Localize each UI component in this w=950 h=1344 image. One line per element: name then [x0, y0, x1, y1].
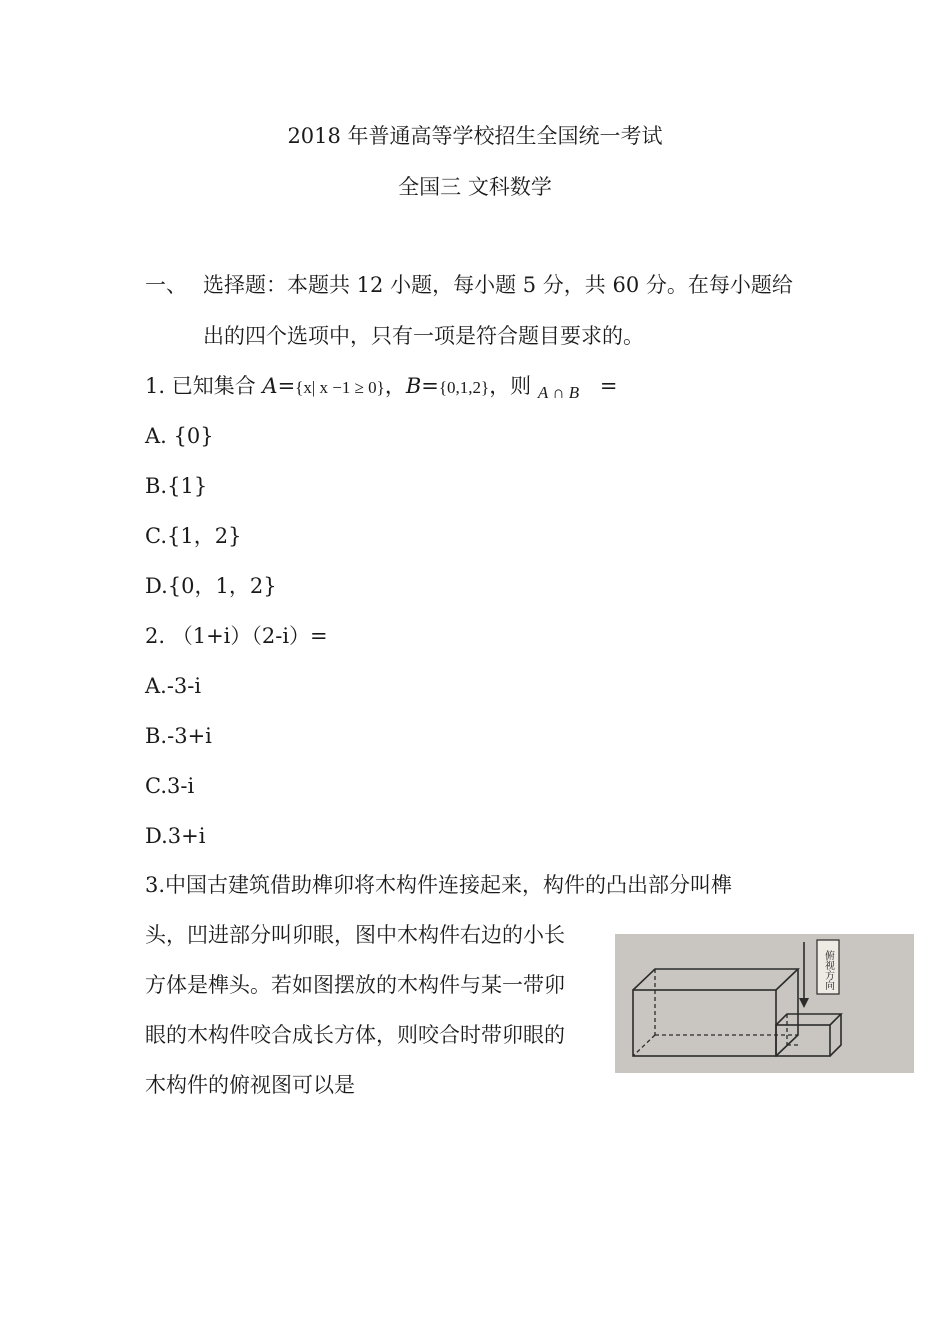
- q2-option-c: C.3-i: [145, 774, 195, 798]
- q1-setB-name: B: [405, 374, 422, 398]
- view-direction-label: 俯视方向: [822, 950, 834, 990]
- question-2-stem: 2. （1+i）（2-i）=: [145, 624, 328, 648]
- exam-subtitle: 全国三 文科数学: [398, 175, 552, 199]
- q1-then: ，则: [489, 374, 532, 398]
- q1-setA-eq: =: [277, 374, 296, 398]
- question-3-line2: 头，凹进部分叫卯眼，图中木构件右边的小长: [145, 923, 565, 947]
- q2-option-b: B.-3+i: [145, 724, 212, 748]
- question-3-line4: 眼的木构件咬合成长方体，则咬合时带卯眼的: [145, 1023, 565, 1047]
- question-1-stem: [145, 372, 617, 402]
- q1-option-a: A. {0}: [145, 424, 214, 448]
- q1-setA-definition: {x| x −1 ≥ 0}: [295, 378, 385, 397]
- q1-setA-name: A: [262, 374, 278, 398]
- question-3-line1: 3.中国古建筑借助榫卯将木构件连接起来，构件的凸出部分叫榫: [145, 873, 733, 897]
- q1-option-c: C.{1，2}: [145, 524, 242, 548]
- section-instructions-line1: 选择题：本题共 12 小题，每小题 5 分，共 60 分。在每小题给: [203, 273, 793, 297]
- q1-option-b: B.{1}: [145, 474, 208, 498]
- question-3-line3: 方体是榫头。若如图摆放的木构件与某一带卯: [145, 973, 565, 997]
- question-3-line5: 木构件的俯视图可以是: [145, 1073, 355, 1097]
- mortise-tenon-figure: [615, 934, 914, 1073]
- mortise-tenon-diagram: [615, 934, 914, 1073]
- q1-setB-definition: {0,1,2}: [438, 378, 490, 397]
- q2-option-d: D.3+i: [145, 824, 206, 848]
- section-number: 一、: [145, 273, 187, 297]
- figure-photo-background: [615, 934, 914, 1073]
- q1-prefix: 1. 已知集合: [145, 374, 263, 398]
- q1-intersection-expr: A ∩ B: [537, 383, 580, 402]
- q1-option-d: D.{0，1，2}: [145, 574, 277, 598]
- q1-setB-eq: =: [421, 374, 439, 398]
- q1-equals: =: [599, 374, 618, 398]
- section-instructions-line2: 出的四个选项中，只有一项是符合题目要求的。: [203, 324, 644, 348]
- q1-comma: ，: [384, 374, 406, 398]
- q2-option-a: A.-3-i: [145, 674, 202, 698]
- exam-title: 2018 年普通高等学校招生全国统一考试: [287, 124, 663, 148]
